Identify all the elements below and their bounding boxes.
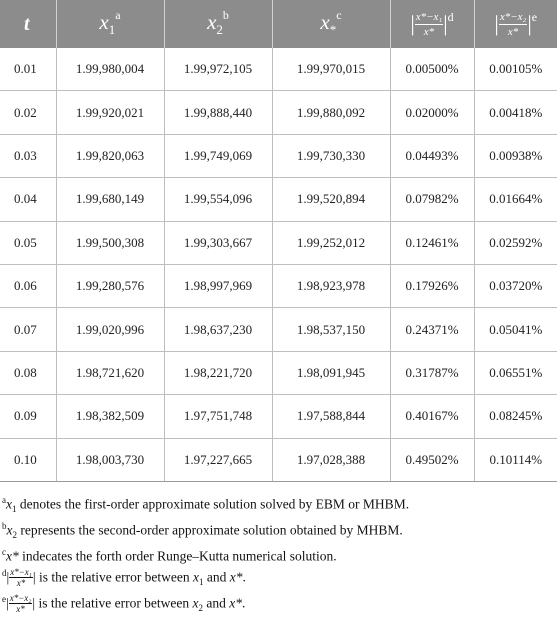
header-x2-var: x xyxy=(207,9,217,34)
table-row xyxy=(0,221,557,264)
cell-error-2: 0.06551% xyxy=(474,351,557,394)
header-error-1-note: d xyxy=(447,10,454,25)
cell-x1: 1.99,980,004 xyxy=(56,48,164,91)
cell-error-1: 0.17926% xyxy=(390,264,474,307)
cell-x2: 1.98,221,720 xyxy=(164,351,272,394)
footnote-b-text: represents the second-order approximate solution obtained by MHBM. xyxy=(17,522,403,538)
abs-bar-left: | xyxy=(410,11,415,37)
header-t xyxy=(0,0,56,48)
table-row xyxy=(0,264,557,307)
footnote-b xyxy=(2,518,558,544)
table-row xyxy=(0,351,557,394)
header-xstar-sub: * xyxy=(329,22,337,38)
footnote-a-var: x xyxy=(6,496,12,512)
cell-error-2: 0.00938% xyxy=(474,134,557,177)
cell-xstar: 1.97,588,844 xyxy=(272,395,390,438)
footnote-d-sub1: 1 xyxy=(199,576,204,587)
cell-error-1: 0.00500% xyxy=(390,48,474,91)
footnote-b-sub: 2 xyxy=(12,530,17,541)
table-body xyxy=(0,48,557,481)
table-row xyxy=(0,438,557,481)
table-row xyxy=(0,178,557,221)
cell-error-1: 0.24371% xyxy=(390,308,474,351)
footnote-e-and: and xyxy=(203,595,230,611)
abs-bar-left: | xyxy=(494,11,499,37)
header-error-1 xyxy=(390,0,474,48)
cell-error-2: 0.02592% xyxy=(474,221,557,264)
footnote-d-text: | is the relative error between xyxy=(32,569,194,585)
footnotes xyxy=(0,482,558,617)
header-error-2 xyxy=(474,0,557,48)
cell-xstar: 1.99,880,092 xyxy=(272,91,390,134)
cell-error-1: 0.49502% xyxy=(390,438,474,481)
cell-t: 0.03 xyxy=(0,134,56,177)
cell-x2: 1.99,972,105 xyxy=(164,48,272,91)
error-2-numerator: x*−x₂ xyxy=(499,10,527,23)
header-xstar xyxy=(272,0,390,48)
cell-x2: 1.97,751,748 xyxy=(164,395,272,438)
cell-error-2: 0.10114% xyxy=(474,438,557,481)
footnote-c-mark: c xyxy=(2,547,6,558)
error-2-fraction xyxy=(499,12,528,38)
header-x1-note: a xyxy=(115,7,121,22)
cell-error-1: 0.40167% xyxy=(390,395,474,438)
cell-t: 0.02 xyxy=(0,91,56,134)
footnote-e-sub1: 2 xyxy=(198,603,204,614)
footnote-d-bar: | xyxy=(6,569,10,585)
header-error-2-note: e xyxy=(531,10,538,25)
footnote-d-denominator: x* xyxy=(16,578,26,589)
cell-error-2: 0.05041% xyxy=(474,308,557,351)
footnote-e-denominator: x* xyxy=(16,604,25,615)
footnote-e-fraction xyxy=(9,594,33,614)
cell-t: 0.05 xyxy=(0,221,56,264)
header-x1 xyxy=(56,0,164,48)
cell-x1: 1.99,280,576 xyxy=(56,264,164,307)
cell-error-2: 0.00418% xyxy=(474,91,557,134)
footnote-a-mark: a xyxy=(2,494,6,505)
footnote-a xyxy=(2,492,558,518)
cell-xstar: 1.99,970,015 xyxy=(272,48,390,91)
header-row xyxy=(0,0,557,48)
cell-t: 0.08 xyxy=(0,351,56,394)
cell-x2: 1.99,749,069 xyxy=(164,134,272,177)
footnote-c-var: x* xyxy=(6,548,19,564)
cell-x1: 1.99,920,021 xyxy=(56,91,164,134)
abs-bar-right: | xyxy=(443,11,448,37)
footnote-e-numerator: x*−x₂ xyxy=(9,593,32,604)
header-xstar-var: x xyxy=(320,9,330,34)
cell-error-1: 0.04493% xyxy=(390,134,474,177)
cell-error-2: 0.08245% xyxy=(474,395,557,438)
footnote-d-var1: x xyxy=(193,569,200,585)
header-x2-note: b xyxy=(222,7,229,22)
footnote-e-mark: e xyxy=(2,593,6,604)
cell-x2: 1.98,637,230 xyxy=(164,308,272,351)
cell-x2: 1.99,554,096 xyxy=(164,178,272,221)
cell-xstar: 1.99,730,330 xyxy=(272,134,390,177)
footnote-e-var1: x xyxy=(192,595,199,611)
header-x1-var: x xyxy=(99,9,109,34)
cell-x1: 1.98,721,620 xyxy=(56,351,164,394)
cell-t: 0.10 xyxy=(0,438,56,481)
cell-x1: 1.99,680,149 xyxy=(56,178,164,221)
cell-x2: 1.99,888,440 xyxy=(164,91,272,134)
footnote-b-mark: b xyxy=(2,521,7,532)
cell-x1: 1.98,003,730 xyxy=(56,438,164,481)
footnote-d xyxy=(2,565,558,591)
abs-bar-right: | xyxy=(527,11,532,37)
footnote-d-fraction xyxy=(6,567,33,589)
footnote-c-text: indecates the forth order Runge–Kutta numerical solution. xyxy=(18,548,337,564)
footnote-b-var: x xyxy=(6,522,13,538)
cell-t: 0.07 xyxy=(0,308,56,351)
table-row xyxy=(0,48,557,91)
error-2-denominator: x* xyxy=(507,25,519,38)
cell-error-2: 0.00105% xyxy=(474,48,557,91)
cell-xstar: 1.99,520,894 xyxy=(272,178,390,221)
footnote-d-var2: x* xyxy=(229,569,243,585)
table-row xyxy=(0,395,557,438)
cell-x1: 1.99,020,996 xyxy=(56,308,164,351)
cell-x2: 1.98,997,969 xyxy=(164,264,272,307)
cell-t: 0.06 xyxy=(0,264,56,307)
cell-t: 0.09 xyxy=(0,395,56,438)
cell-xstar: 1.98,923,978 xyxy=(272,264,390,307)
error-1-numerator: x*−x₁ xyxy=(415,10,443,23)
cell-error-1: 0.31787% xyxy=(390,351,474,394)
cell-x1: 1.99,820,063 xyxy=(56,134,164,177)
footnote-e-text: | is the relative error between xyxy=(32,595,193,611)
cell-error-2: 0.03720% xyxy=(474,264,557,307)
footnote-e xyxy=(2,591,558,617)
footnote-c xyxy=(2,544,558,565)
header-x2 xyxy=(164,0,272,48)
cell-error-1: 0.12461% xyxy=(390,221,474,264)
cell-error-1: 0.02000% xyxy=(390,91,474,134)
footnote-d-and: and xyxy=(203,569,230,585)
cell-xstar: 1.99,252,012 xyxy=(272,221,390,264)
table-row xyxy=(0,134,557,177)
footnote-a-text: denotes the first-order approximate solution solved by EBM or MHBM. xyxy=(16,496,410,512)
cell-xstar: 1.97,028,388 xyxy=(272,438,390,481)
table-row xyxy=(0,308,557,351)
cell-error-2: 0.01664% xyxy=(474,178,557,221)
header-x1-sub: 1 xyxy=(108,22,116,38)
cell-x1: 1.99,500,308 xyxy=(56,221,164,264)
header-x2-sub: 2 xyxy=(216,22,223,38)
cell-xstar: 1.98,091,945 xyxy=(272,351,390,394)
cell-x2: 1.99,303,667 xyxy=(164,221,272,264)
header-xstar-note: c xyxy=(336,7,342,22)
cell-t: 0.04 xyxy=(0,178,56,221)
footnote-e-bar: | xyxy=(6,595,9,611)
cell-t: 0.01 xyxy=(0,48,56,91)
header-t-label: t xyxy=(24,12,30,35)
error-1-fraction xyxy=(415,12,444,38)
footnote-e-var2: x* xyxy=(229,595,243,611)
footnote-d-end: . xyxy=(242,569,246,585)
error-1-denominator: x* xyxy=(423,25,435,38)
cell-x1: 1.98,382,509 xyxy=(56,395,164,438)
footnote-d-mark: d xyxy=(2,567,7,578)
footnote-d-numerator: x*−x₁ xyxy=(10,567,32,578)
footnote-e-end: . xyxy=(242,595,246,611)
cell-x2: 1.97,227,665 xyxy=(164,438,272,481)
table-row xyxy=(0,91,557,134)
cell-xstar: 1.98,537,150 xyxy=(272,308,390,351)
cell-error-1: 0.07982% xyxy=(390,178,474,221)
footnote-a-sub: 1 xyxy=(12,504,17,515)
